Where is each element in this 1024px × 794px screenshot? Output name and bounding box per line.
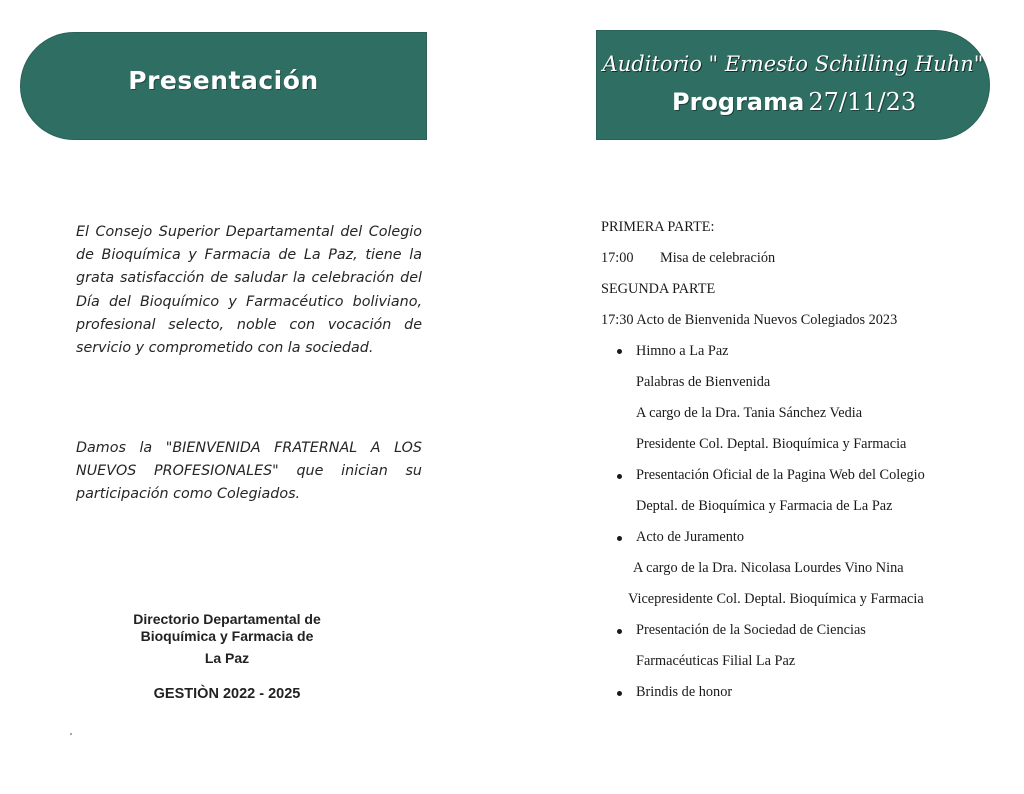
- page-dot: [70, 733, 72, 735]
- programa-date: 27/11/23: [808, 88, 917, 116]
- presentacion-banner: [20, 32, 427, 140]
- signature-line-3: La Paz: [204, 650, 250, 666]
- programa-title: [672, 88, 916, 116]
- auditorio-subtitle: Auditorio " Ernesto Schilling Huhn": [602, 52, 984, 76]
- program-item-presidente: Presidente Col. Deptal. Bioquímica y Farmacia: [636, 436, 907, 452]
- signature-line-2: Bioquímica y Farmacia de: [140, 628, 314, 644]
- program-item-misa: Misa de celebración: [660, 250, 776, 266]
- signature-line-1: Directorio Departamental de: [133, 611, 321, 627]
- welcome-paragraph: Damos la "BIENVENIDA FRATERNAL A LOS NUEVOS PROFESIONALES" que inician su participación como Colegiados.: [76, 440, 422, 503]
- program-item-brindis: Brindis de honor: [636, 684, 733, 700]
- bullet-icon: [617, 349, 622, 354]
- bullet-icon: [617, 474, 622, 479]
- program-item-himno: Himno a La Paz: [636, 343, 729, 359]
- program-item-vicepresidente: Vicepresidente Col. Deptal. Bioquímica y Farmacia: [628, 591, 924, 607]
- program-item-cargo-tania: A cargo de la Dra. Tania Sánchez Vedia: [636, 405, 863, 421]
- program-heading-segunda: SEGUNDA PARTE: [601, 281, 716, 297]
- programa-banner: [596, 30, 990, 140]
- program-time-1700: 17:00: [601, 250, 634, 266]
- program-item-pagina-web-cont: Deptal. de Bioquímica y Farmacia de La Paz: [636, 498, 893, 514]
- program-item-palabras: Palabras de Bienvenida: [636, 374, 771, 390]
- bullet-icon: [617, 536, 622, 541]
- program-heading-primera: PRIMERA PARTE:: [601, 219, 715, 235]
- bullet-icon: [617, 691, 622, 696]
- program-item-sociedad-cont: Farmacéuticas Filial La Paz: [636, 653, 796, 669]
- gestion-label: GESTIÒN 2022 - 2025: [153, 686, 301, 702]
- programa-label: Programa: [672, 88, 805, 116]
- presentacion-title: Presentación: [128, 66, 319, 95]
- program-item-pagina-web: Presentación Oficial de la Pagina Web del Colegio: [636, 467, 925, 483]
- program-item-sociedad: Presentación de la Sociedad de Ciencias: [636, 622, 866, 638]
- program-item-cargo-nicolasa: A cargo de la Dra. Nicolasa Lourdes Vino Nina: [633, 560, 904, 576]
- intro-paragraph: El Consejo Superior Departamental del Colegio de Bioquímica y Farmacia de La Paz, tiene la grata satisfacción de saludar la celebración del Día del Bioquímico y Farmacéutico boliviano, profesional selecto, noble con vocación de servicio y comprometido con la sociedad.: [76, 224, 422, 357]
- bullet-icon: [617, 629, 622, 634]
- program-item-juramento: Acto de Juramento: [636, 529, 744, 545]
- program-item-acto-bienvenida: 17:30 Acto de Bienvenida Nuevos Colegiados 2023: [601, 312, 898, 328]
